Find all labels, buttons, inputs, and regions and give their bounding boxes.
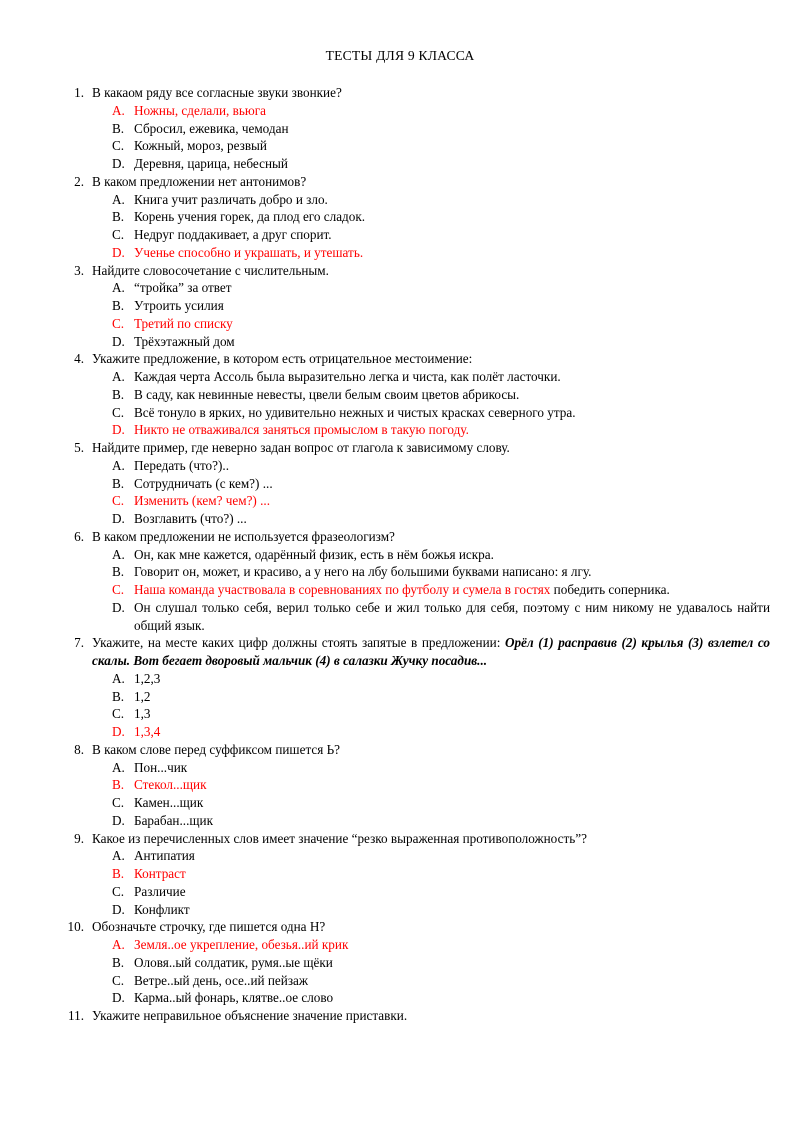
option-text: Кожный, мороз, резвый <box>134 138 267 154</box>
question-number: 3. <box>74 262 84 278</box>
option-item-correct[interactable] <box>0 776 800 794</box>
question-stem <box>0 634 800 670</box>
option-letter: A. <box>112 102 125 118</box>
option-text: Говорит он, может, и красиво, а у него на лбу большими буквами написано: я лгу. <box>134 564 592 580</box>
option-list <box>0 191 800 262</box>
option-text: Конфликт <box>134 901 190 917</box>
option-text: Книга учит различать добро и зло. <box>134 191 328 207</box>
option-item[interactable] <box>0 688 800 706</box>
option-list <box>0 670 800 741</box>
option-text: 1,3 <box>134 706 151 722</box>
option-letter: D. <box>112 511 125 526</box>
option-letter: B. <box>112 209 125 225</box>
option-item[interactable] <box>0 475 800 493</box>
option-list <box>0 847 800 918</box>
option-list <box>0 546 800 635</box>
option-letter: B. <box>112 688 125 704</box>
option-item[interactable] <box>0 901 800 919</box>
question-text: Обозначьте строчку, где пишется одна Н? <box>92 919 326 935</box>
option-list <box>0 102 800 173</box>
option-letter: A. <box>112 759 125 775</box>
option-text: Контраст <box>134 866 186 881</box>
option-letter: D. <box>112 990 125 1006</box>
option-letter: C. <box>112 972 125 988</box>
option-letter: B. <box>112 120 125 136</box>
option-text: Карма..ый фонарь, клятве..ое слово <box>134 990 334 1006</box>
option-item[interactable] <box>0 404 800 422</box>
option-letter: A. <box>112 369 125 384</box>
option-letter: C. <box>112 493 125 509</box>
question-item <box>0 528 800 635</box>
option-item-correct[interactable] <box>0 421 800 439</box>
option-item-correct[interactable] <box>0 244 800 262</box>
option-text: Недруг поддакивает, а друг спорит. <box>134 227 332 242</box>
option-text: В саду, как невинные невесты, цвели белым своим цветов абрикосы. <box>134 386 520 402</box>
option-letter: B. <box>112 386 125 402</box>
option-item[interactable] <box>0 954 800 972</box>
question-stem <box>0 350 800 368</box>
option-item[interactable] <box>0 563 800 581</box>
question-text: В каком предложении нет антонимов? <box>92 173 307 189</box>
question-item <box>0 173 800 262</box>
question-item <box>0 262 800 351</box>
question-item <box>0 830 800 919</box>
question-item <box>0 350 800 439</box>
option-letter: B. <box>112 564 125 580</box>
question-text: Укажите неправильное объяснение значение приставки. <box>92 1008 408 1023</box>
option-item-correct[interactable] <box>0 102 800 120</box>
question-item <box>0 918 800 1007</box>
option-item-correct[interactable] <box>0 865 800 883</box>
option-letter: A. <box>112 191 125 207</box>
option-text: Ножны, сделали, вьюга <box>134 102 266 118</box>
option-item[interactable] <box>0 670 800 688</box>
question-item <box>0 741 800 830</box>
question-number: 4. <box>74 351 84 367</box>
question-text: В каком слове перед суффиксом пишется Ь? <box>92 741 341 757</box>
option-letter: C. <box>112 582 125 597</box>
question-stem <box>0 830 800 848</box>
option-list <box>0 457 800 528</box>
option-text: Сотрудничать (с кем?) ... <box>134 475 273 491</box>
option-letter: D. <box>112 599 125 615</box>
question-stem <box>0 84 800 102</box>
option-letter: D. <box>112 333 125 349</box>
option-list <box>0 936 800 1007</box>
option-item[interactable] <box>0 812 800 830</box>
question-number: 1. <box>74 85 84 100</box>
option-letter: A. <box>112 848 125 864</box>
option-list <box>0 759 800 830</box>
option-letter: D. <box>112 422 125 438</box>
option-item[interactable] <box>0 333 800 351</box>
option-text: Передать (что?).. <box>134 457 229 473</box>
option-item[interactable] <box>0 599 800 635</box>
option-item[interactable] <box>0 457 800 475</box>
question-number: 6. <box>74 528 84 544</box>
option-text: Утроить усилия <box>134 298 224 313</box>
option-letter: A. <box>112 280 125 296</box>
option-letter: C. <box>112 315 125 331</box>
option-letter: B. <box>112 298 125 313</box>
question-number: 9. <box>74 830 84 846</box>
option-item[interactable] <box>0 386 800 404</box>
option-text: 1,2 <box>134 688 151 704</box>
option-text: Камен...щик <box>134 795 204 810</box>
option-letter: C. <box>112 404 125 420</box>
option-text: Деревня, царица, небесный <box>134 156 288 171</box>
option-letter: B. <box>112 954 125 970</box>
option-letter: C. <box>112 138 125 154</box>
option-letter: D. <box>112 812 125 828</box>
question-item <box>0 1007 800 1025</box>
option-text: Возглавить (что?) ... <box>134 511 247 526</box>
option-item[interactable] <box>0 989 800 1007</box>
question-stem <box>0 262 800 280</box>
option-text-plain: победить соперника. <box>550 582 670 597</box>
option-text: Трёхэтажный дом <box>134 333 235 349</box>
option-letter: B. <box>112 475 125 491</box>
option-item[interactable] <box>0 546 800 564</box>
option-list <box>0 279 800 350</box>
question-number: 11. <box>68 1008 84 1023</box>
question-text-emphasis: Орёл (1) расправив (2) крылья (3) взлетел со скалы. Вот бегает дворовый мальчик (4) в салазки Жучку посадив... <box>92 635 770 668</box>
option-text: Никто не отваживался заняться промыслом в такую погоду. <box>134 422 469 438</box>
option-item[interactable] <box>0 297 800 315</box>
option-letter: C. <box>112 883 125 899</box>
question-item <box>0 84 800 173</box>
option-letter: B. <box>112 777 125 793</box>
question-stem <box>0 741 800 759</box>
option-text: Изменить (кем? чем?) ... <box>134 493 271 509</box>
question-text <box>92 634 770 670</box>
question-number: 2. <box>74 173 84 189</box>
question-number: 5. <box>74 440 84 455</box>
option-item[interactable] <box>0 120 800 138</box>
option-text: Ветре..ый день, осе..ий пейзаж <box>134 972 308 988</box>
option-letter: C. <box>112 227 125 242</box>
option-letter: D. <box>112 724 125 739</box>
option-item[interactable] <box>0 191 800 209</box>
option-item-correct[interactable] <box>0 492 800 510</box>
question-stem <box>0 173 800 191</box>
option-text: Оловя..ый солдатик, румя..ые щёки <box>134 954 333 970</box>
page-title: ТЕСТЫ ДЛЯ 9 КЛАССА <box>325 48 475 63</box>
option-letter: D. <box>112 244 125 260</box>
option-text <box>134 581 770 599</box>
question-stem <box>0 528 800 546</box>
question-text: В какаом ряду все согласные звуки звонкие? <box>92 85 342 100</box>
question-text: Найдите пример, где неверно задан вопрос от глагола к зависимому слову. <box>92 440 510 455</box>
option-text: Ученье способно и украшать, и утешать. <box>134 244 364 260</box>
option-letter: D. <box>112 901 125 917</box>
option-text: “тройка” за ответ <box>134 280 232 296</box>
option-letter: A. <box>112 670 125 686</box>
option-text: Он, как мне кажется, одарённый физик, есть в нём божья искра. <box>134 546 494 562</box>
option-item[interactable] <box>0 226 800 244</box>
question-text-plain: Укажите, на месте каких цифр должны стоять запятые в предложении: <box>92 635 505 651</box>
question-stem <box>0 439 800 457</box>
option-text: Антипатия <box>134 848 195 864</box>
question-text: В каком предложении не используется фразеологизм? <box>92 528 395 544</box>
option-item-correct[interactable] <box>0 723 800 741</box>
option-item-correct[interactable] <box>0 581 800 599</box>
option-letter: C. <box>112 795 125 810</box>
question-list <box>0 64 800 1025</box>
option-item-correct[interactable] <box>0 315 800 333</box>
option-text-highlighted: Наша команда участвовала в соревнованиях по футболу и сумела в гостях <box>134 582 551 597</box>
option-item-correct[interactable] <box>0 936 800 954</box>
option-text: Корень учения горек, да плод его сладок. <box>134 209 366 225</box>
option-letter: A. <box>112 937 125 952</box>
question-number: 7. <box>74 635 84 651</box>
option-item[interactable] <box>0 279 800 297</box>
option-letter: A. <box>112 457 125 473</box>
option-text: 1,3,4 <box>134 724 161 739</box>
question-stem <box>0 918 800 936</box>
question-stem <box>0 1007 800 1025</box>
option-item[interactable] <box>0 137 800 155</box>
option-item[interactable] <box>0 208 800 226</box>
question-item <box>0 634 800 741</box>
option-item[interactable] <box>0 368 800 386</box>
option-text: Сбросил, ежевика, чемодан <box>134 120 289 136</box>
question-text: Найдите словосочетание с числительным. <box>92 262 329 278</box>
option-text: Барабан...щик <box>134 812 214 828</box>
option-text: Третий по списку <box>134 315 233 331</box>
option-letter: D. <box>112 156 125 171</box>
option-letter: C. <box>112 706 125 722</box>
question-item <box>0 439 800 528</box>
option-letter: A. <box>112 546 125 562</box>
question-number: 10. <box>67 919 84 935</box>
option-text: Стекол...щик <box>134 777 207 793</box>
option-text: Всё тонуло в ярких, но удивительно нежных и чистых красках северного утра. <box>134 404 576 420</box>
option-text: Пон...чик <box>134 759 188 775</box>
option-text: 1,2,3 <box>134 670 161 686</box>
option-item[interactable] <box>0 759 800 777</box>
option-item[interactable] <box>0 883 800 901</box>
question-text: Какое из перечисленных слов имеет значение “резко выраженная противоположность”? <box>92 830 587 846</box>
option-text: Различие <box>134 883 186 899</box>
option-item[interactable] <box>0 847 800 865</box>
option-item[interactable] <box>0 155 800 173</box>
question-text: Укажите предложение, в котором есть отрицательное местоимение: <box>92 351 473 367</box>
option-letter: B. <box>112 866 125 881</box>
option-item[interactable] <box>0 972 800 990</box>
option-text: Земля..ое укрепление, обезья..ий крик <box>134 937 349 952</box>
question-number: 8. <box>74 741 84 757</box>
option-list <box>0 368 800 439</box>
option-item[interactable] <box>0 794 800 812</box>
option-item[interactable] <box>0 705 800 723</box>
option-text: Каждая черта Ассоль была выразительно легка и чиста, как полёт ласточки. <box>134 369 561 384</box>
option-item[interactable] <box>0 510 800 528</box>
option-text: Он слушал только себя, верил только себе и жил только для себя, поэтому с ним никому не удавалось найти общий язык. <box>134 599 770 633</box>
